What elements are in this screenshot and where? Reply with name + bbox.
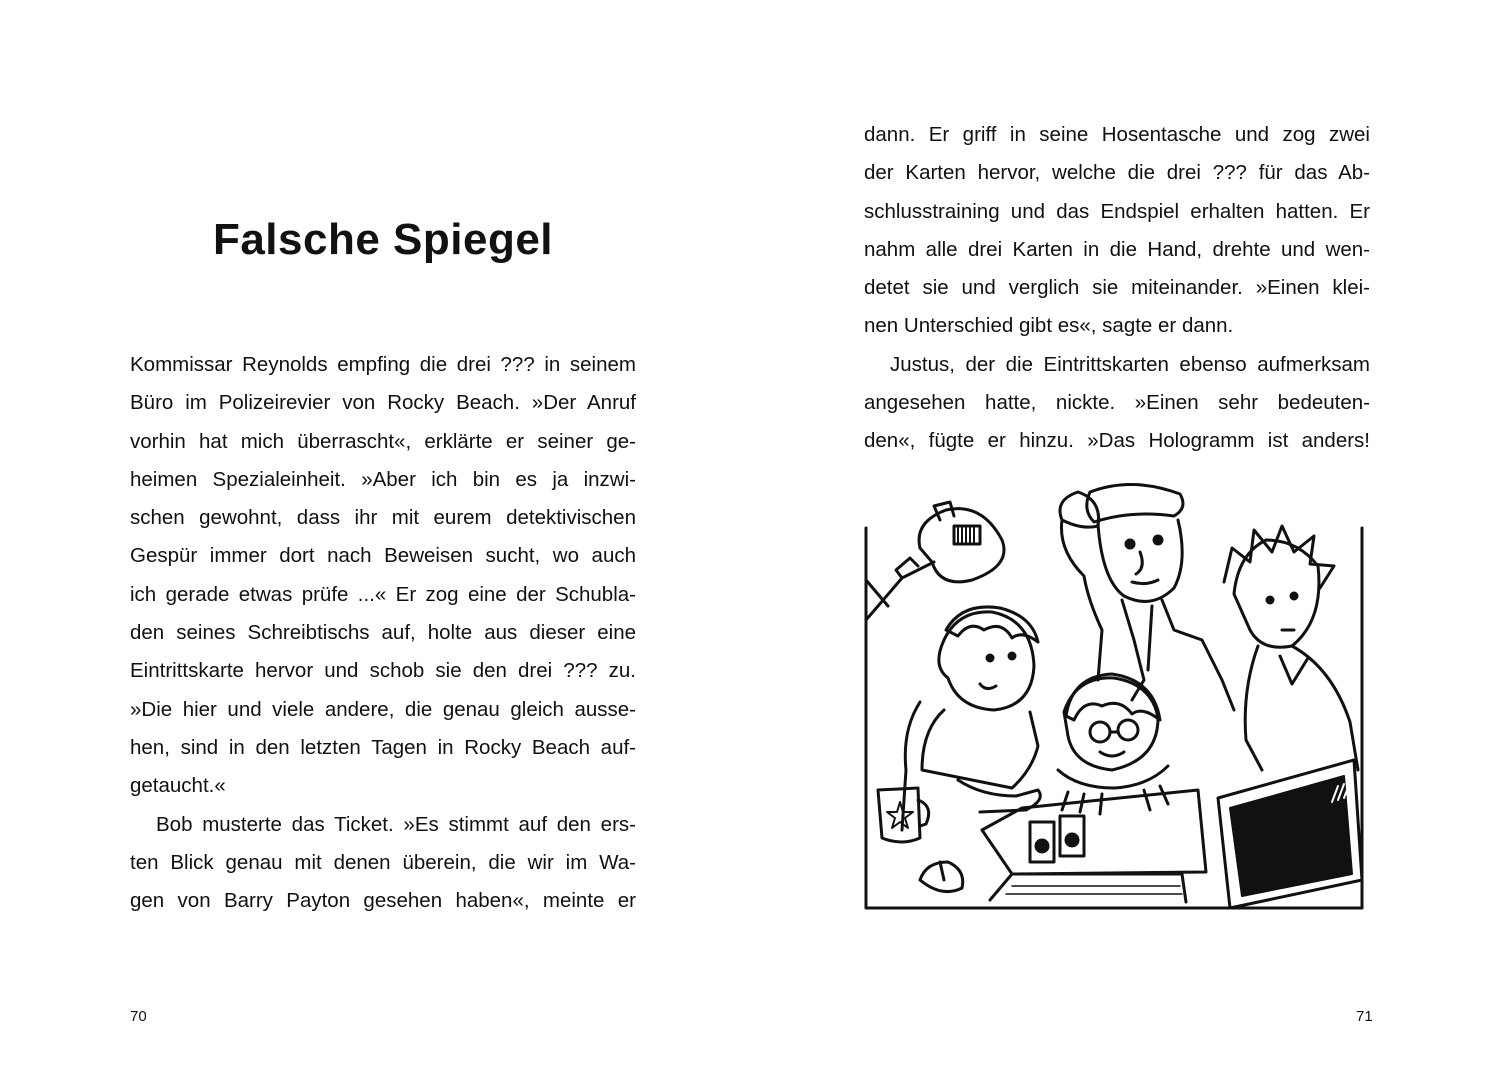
text-line: getaucht.« <box>130 774 226 798</box>
text-line: nen Unterschied gibt es«, sagte er dann. <box>864 314 1234 338</box>
text-line: detet sie und verglich sie miteinander. »Einen klei- <box>864 276 1370 300</box>
text-line: Eintrittskarte hervor und schob sie den drei ??? zu. <box>130 659 636 683</box>
text-line: ich gerade etwas prüfe ...« Er zog eine der Schubla- <box>130 582 636 606</box>
text-line: ten Blick genau mit denen überein, die wir im Wa- <box>130 850 636 874</box>
page-number: 70 <box>130 1008 147 1025</box>
text-line: heimen Spezialeinheit. »Aber ich bin es ja inzwi- <box>130 467 636 491</box>
text-line: vorhin hat mich überrascht«, erklärte er seiner ge- <box>130 429 636 453</box>
text-line: gen von Barry Payton gesehen haben«, meinte er <box>130 889 636 913</box>
text-line: der Karten hervor, welche die drei ??? für das Ab- <box>864 161 1370 185</box>
text-line: Gespür immer dort nach Beweisen sucht, wo auch <box>130 544 636 568</box>
text-line: hen, sind in den letzten Tagen in Rocky Beach auf- <box>130 735 636 759</box>
right-body-text <box>864 116 1370 461</box>
text-line: Büro im Polizeirevier von Rocky Beach. »Der Anruf <box>130 391 636 415</box>
text-line: den seines Schreibtischs auf, holte aus dieser eine <box>130 621 636 645</box>
text-line: Kommissar Reynolds empfing die drei ??? in seinem <box>130 353 636 376</box>
text-line: schlusstraining und das Endspiel erhalten hatten. Er <box>864 199 1370 223</box>
right-page <box>750 0 1500 1087</box>
left-body-text <box>130 346 636 920</box>
comic-illustration <box>862 470 1372 912</box>
text-line: Bob musterte das Ticket. »Es stimmt auf den ers- <box>156 812 636 836</box>
chapter-title: Falsche Spiegel <box>212 215 554 264</box>
text-line: den«, fügte er hinzu. »Das Hologramm ist anders! <box>864 429 1370 453</box>
text-line: schen gewohnt, dass ihr mit eurem detektivischen <box>130 506 636 530</box>
page-number: 71 <box>1356 1008 1373 1025</box>
text-line: angesehen hatte, nickte. »Einen sehr bedeuten- <box>864 391 1370 415</box>
text-line: dann. Er griff in seine Hosentasche und zog zwei <box>864 123 1370 146</box>
text-line: Justus, der die Eintrittskarten ebenso aufmerksam <box>890 352 1370 376</box>
text-line: »Die hier und viele andere, die genau gleich ausse- <box>130 697 636 721</box>
text-line: nahm alle drei Karten in die Hand, drehte und wen- <box>864 237 1370 261</box>
